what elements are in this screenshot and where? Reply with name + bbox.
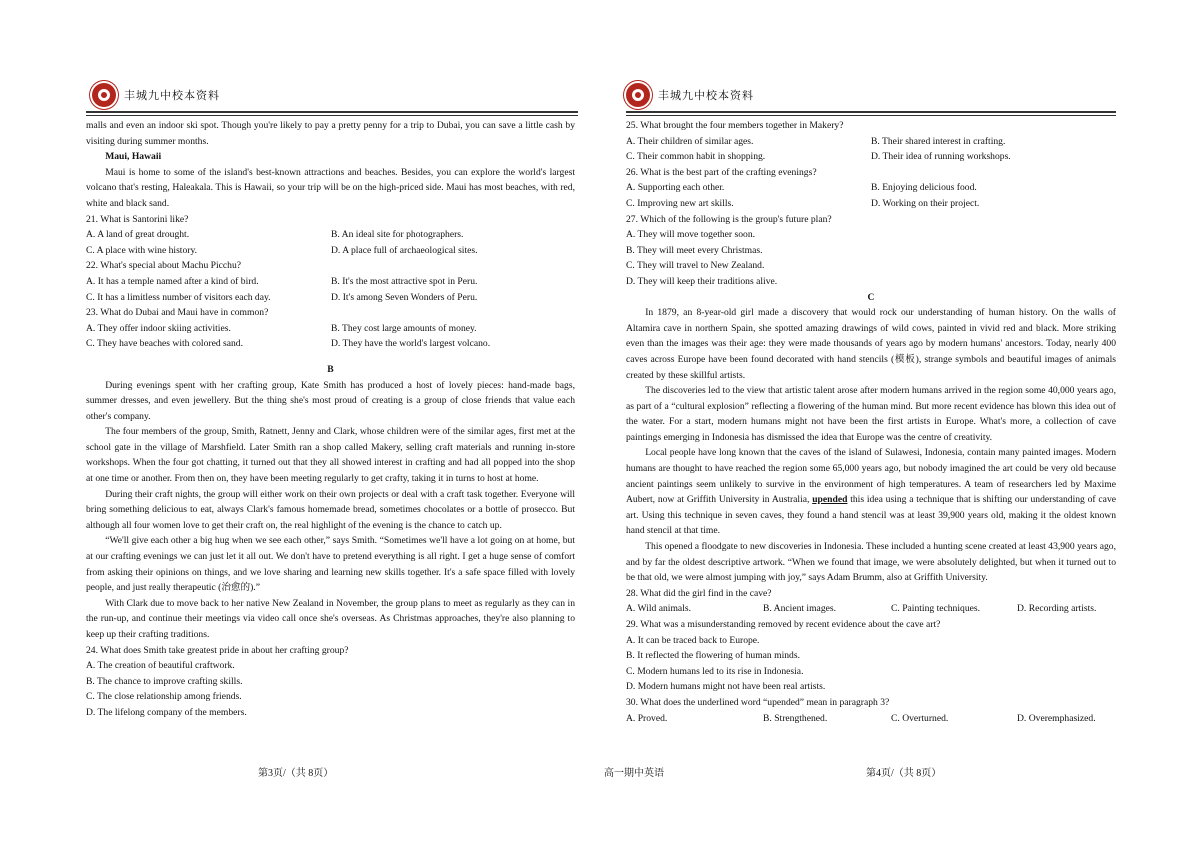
question-24: 24. What does Smith take greatest pride in about her crafting group? [86,644,349,656]
option: B. It reflected the flowering of human minds. [626,650,800,662]
option: C. Painting techniques. [891,603,980,615]
question-29: 29. What was a misunderstanding removed by recent evidence about the cave art? [626,619,941,630]
option: D. Their idea of running workshops. [871,151,1011,163]
option: A. It can be traced back to Europe. [626,634,760,646]
passage-c-paragraph-3 [626,445,1116,539]
question-23: 23. What do Dubai and Maui have in common? [86,307,269,319]
section-b-heading: B [327,363,334,375]
option: B. Their shared interest in crafting. [871,135,1006,147]
option: A. A land of great drought. [86,229,190,241]
school-logo-icon [626,83,650,107]
option: D. A place full of archaeological sites. [331,244,478,256]
option: D. Recording artists. [1017,603,1097,615]
q30-options [626,711,1116,727]
school-logo-icon [92,83,116,107]
paragraph-text: this idea using a technique that is shifting our understanding of cave art. Using this technique in seven caves, they found a hand stencil was at least 39,900 years old, making it the oldest known hand stencil at that time. [626,494,1116,537]
question-30: 30. What does the underlined word “upended” mean in paragraph 3? [626,696,890,708]
question-22: 22. What's special about Machu Picchu? [86,260,242,272]
option: D. It's among Seven Wonders of Peru. [331,291,478,303]
passage-b-paragraph-3: During their craft nights, the group will either work on their own projects or deal with a craft task together. Everyone will bring something delicious to eat, always Clark's famous homemade bread, sometimes chocolates or a bottle of prosecco. But although all four women love to get their craft on, the real highlight of the evening is the chance to catch up. [86,488,575,531]
option: C. Their common habit in shopping. [626,151,766,163]
passage-b-paragraph-5: With Clark due to move back to her native New Zealand in November, the group plans to meet as regularly as they can in the run-up, and continue their meetings via video call once she's overseas. As Christmas approaches, they're also planning to keep up their crafting traditions. [86,597,575,640]
maui-title: Maui, Hawaii [105,151,162,163]
option: D. Overemphasized. [1017,712,1096,724]
option: D. They will keep their traditions alive. [626,275,778,287]
paragraph-text: Local people have long known that the caves of the island of Sulawesi, Indonesia, contain many painted images. Modern humans are thought to have reached the region some 65,000 years ago, but nobody imagined the art could be very old because ancient paintings seem unlikely to survive in the environment of high temperatures. A team of researchers led by Maxime Aubert, now at Griffith University in Australia, [626,447,1116,506]
option: C. It has a limitless number of visitors each day. [86,291,271,303]
option: B. They cost large amounts of money. [331,322,477,334]
option: C. They have beaches with colored sand. [86,338,244,350]
option: A. It has a temple named after a kind of bird. [86,275,259,287]
option: D. Working on their project. [871,197,980,209]
passage-c-paragraph-2: The discoveries led to the view that artistic talent arose after modern humans arrived in the region some 40,000 years ago, as part of a “cultural explosion” reflecting a flowering of the human mind. But more recent evidence has blown this idea out of the water. For a start, modern humans might not have been the first artists in Europe. What's more, a collection of cave paintings emerging in Indonesia has dismissed the idea that Europe was the centre of creativity. [626,385,1116,443]
right-content [626,118,1116,726]
school-name: 丰城九中校本资料 [658,89,754,102]
option: A. They offer indoor skiing activities. [86,322,231,334]
q23-options [86,321,575,352]
q21-options [86,227,575,258]
passage-c-paragraph-4: This opened a floodgate to new discoveries in Indonesia. These included a hunting scene created at least 43,900 years ago, and by far the oldest descriptive artwork. “When we found that image, we were absolutely delighted, but when it turned out to be that old, we were almost jumping with joy,” says Adam Brumm, also at Griffith University. [626,541,1116,584]
q25-options [626,134,1116,165]
option: B. Enjoying delicious food. [871,182,977,194]
option: A. Supporting each other. [626,182,725,194]
underlined-word: upended [812,494,848,506]
school-name: 丰城九中校本资料 [124,89,220,102]
header-rule [86,111,578,116]
right-page-number: 第4页/（共 8页） [866,768,942,779]
left-content [86,118,575,721]
option: A. Proved. [626,712,668,724]
passage-b-paragraph-1: During evenings spent with her crafting group, Kate Smith has produced a host of lovely pieces: hand-made bags, summer dresses, and even jewellery. But the thing she's most proud of creating is a group of close friends that value each other's company. [86,379,575,422]
option: C. Improving new art skills. [626,197,734,209]
option: B. Strengthened. [763,712,828,724]
left-page-number: 第3页/（共 8页） [258,768,334,779]
option: C. A place with wine history. [86,244,198,256]
option: D. They have the world's largest volcano. [331,338,491,350]
option: A. The creation of beautiful craftwork. [86,660,235,672]
option: B. It's the most attractive spot in Peru. [331,275,478,287]
question-21: 21. What is Santorini like? [86,213,189,225]
question-27: 27. Which of the following is the group's future plan? [626,213,832,225]
option: D. Modern humans might not have been real artists. [626,681,826,693]
option: B. The chance to improve crafting skills. [86,675,243,687]
option: D. The lifelong company of the members. [86,706,247,718]
option: C. They will travel to New Zealand. [626,260,765,272]
passage-b-paragraph-2: The four members of the group, Smith, Ratnett, Jenny and Clark, whose children were of the similar ages, first met at the school gate in the village of Marshfield. Later Smith ran a shop called Makery, selling craft materials and running in-store workshops. When the four got chatting, it turned out that they all showed interest in crafting and had all popped into the shop at one time or another. From then on, they have been meeting regularly to get crafty, taking it in turns to host at home. [86,426,575,485]
q28-options [626,601,1116,617]
option: A. Wild animals. [626,603,691,615]
option: B. Ancient images. [763,603,837,615]
question-25: 25. What brought the four members together in Makery? [626,120,844,131]
option: C. The close relationship among friends. [86,691,242,703]
maui-paragraph: Maui is home to some of the island's best-known attractions and beaches. Besides, you can explore the world's largest volcano that's resting, Haleakala. This is Hawaii, so your trip will be on the high-priced side. Maui has most beaches, with red, white and black sand. [86,166,575,209]
question-26: 26. What is the best part of the crafting evenings? [626,166,817,178]
option: A. Their children of similar ages. [626,135,754,147]
q22-options [86,274,575,305]
option: B. They will meet every Christmas. [626,244,763,256]
option: A. They will move together soon. [626,229,756,241]
header-rule [626,111,1116,116]
exam-title-footer: 高一期中英语 [604,768,664,779]
passage-b-paragraph-4: “We'll give each other a big hug when we see each other,” says Smith. “Sometimes we'll have a lot going on at home, but at our crafting evenings we can just let it all out. We don't have to pretend everything is all right. I get a huge sense of comfort from asking their opinions on things, and we love sharing and learning new skills together. It's a safe space filled with lovely people, and just really therapeutic (治愈的).” [86,535,575,594]
q26-options [626,180,1116,211]
right-header [626,80,754,110]
option: B. An ideal site for photographers. [331,229,464,241]
passage-c-paragraph-1: In 1879, an 8-year-old girl made a discovery that would rock our understanding of human history. On the walls of Altamira cave in northern Spain, she spotted amazing drawings of wild cows, painted in vivid red and black. More striking even than the images was their age: they were made thousands of years ago by modern humans' ancestors. Today, nearly 400 caves across Europe have been found decorated with hand stencils (模板), strange symbols and beautiful images of animals created by these skillful artists. [626,307,1116,381]
option: C. Overturned. [891,712,949,724]
option: C. Modern humans led to its rise in Indonesia. [626,665,804,677]
section-c-heading: C [867,291,875,303]
left-header [92,80,220,110]
intro-paragraph: malls and even an indoor ski spot. Though you're likely to pay a pretty penny for a trip to Dubai, you can save a little cash by visiting during summer months. [86,120,575,147]
question-28: 28. What did the girl find in the cave? [626,587,772,599]
